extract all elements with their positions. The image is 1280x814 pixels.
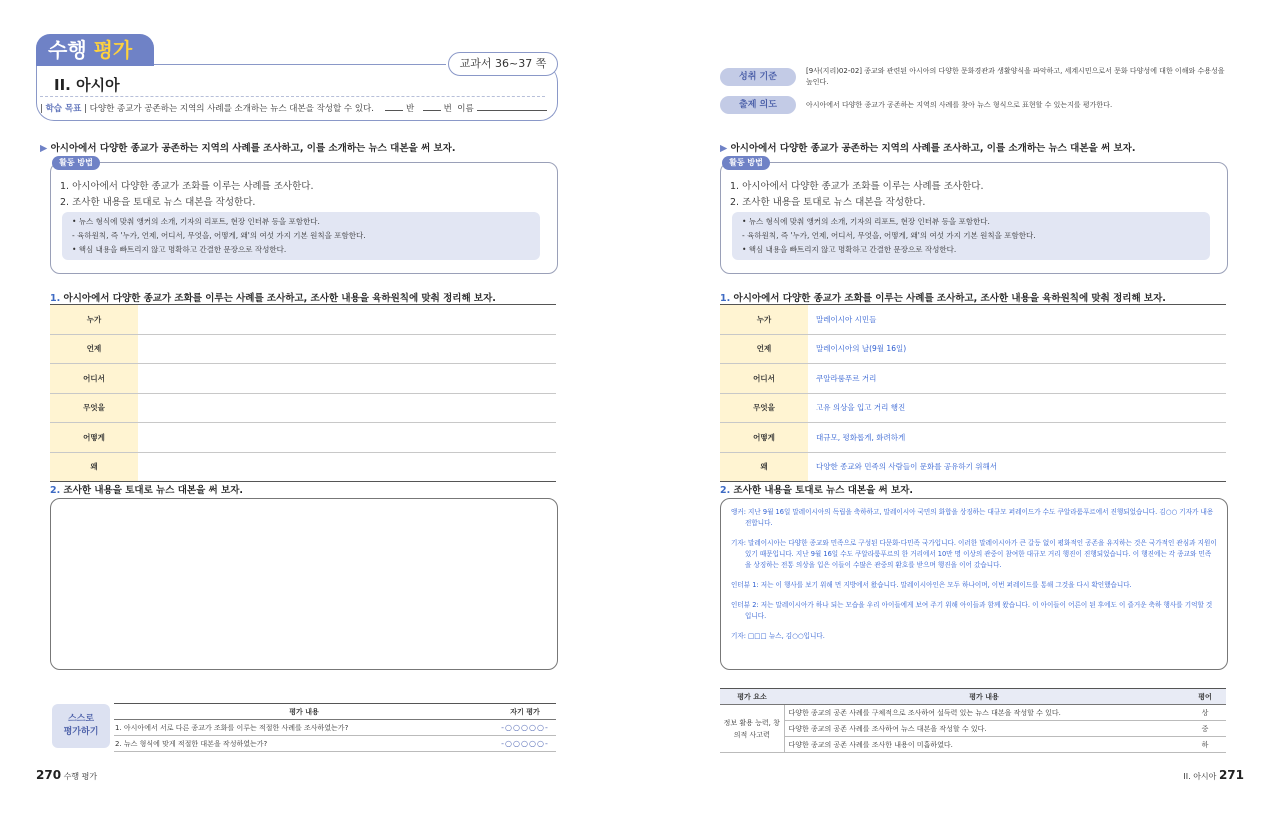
row-key: 누가 xyxy=(50,305,138,335)
row-key: 무엇을 xyxy=(720,393,808,423)
rubric-grade: 하 xyxy=(1184,737,1226,753)
col-header: 자기 평가 xyxy=(494,704,556,720)
table-row xyxy=(114,736,556,752)
footer-label: II. 아시아 xyxy=(1183,772,1217,781)
main-question-text: 아시아에서 다양한 종교가 공존하는 지역의 사례를 조사하고, 이를 소개하는 뉴스 대본을 써 보자. xyxy=(730,143,1136,154)
intent-label: 출제 의도 xyxy=(720,96,796,114)
section-1-num: 1. xyxy=(720,293,731,304)
achievement-standard xyxy=(720,66,1226,88)
main-question: ▶ 아시아에서 다양한 종교가 공존하는 지역의 사례를 조사하고, 이를 소개하는 뉴스 대본을 써 보자. xyxy=(40,143,456,154)
table-row xyxy=(720,737,1226,753)
row-key: 어디서 xyxy=(720,364,808,394)
table-row xyxy=(720,423,1226,453)
method-note: - 육하원칙, 즉 '누가, 언제, 어디서, 무엇을, 어떻게, 왜'의 여섯 가지 기본 원칙을 포함한다. xyxy=(72,231,366,240)
method-note: - 육하원칙, 즉 '누가, 언제, 어디서, 무엇을, 어떻게, 왜'의 여섯 가지 기본 원칙을 포함한다. xyxy=(742,231,1036,240)
answer-cell[interactable] xyxy=(138,423,556,453)
script-paragraph: 기자: 말레이시아는 다양한 종교와 민족으로 구성된 다문화·다민족 국가입니다. 이러한 말레이시아가 큰 갈등 없이 평화적인 공존을 유지하는 것은 국가적인 관심과 지원이 있기 때문입니다. 지난 9월 16일 수도 쿠알라룸푸르의 한 거리에서 10만 명 이상의 관중이 참여한 대규모 거리 행진이 진행되었습니다. 이 행진에는 각 종교와 민족을 상징하는 전통 의상을 입은 이들이 수많은 관중의 환호를 받으며 행진을 이어 갔습니다. xyxy=(731,539,1217,569)
section-2-text: 조사한 내용을 토대로 뉴스 대본을 써 보자. xyxy=(63,485,244,496)
row-key: 왜 xyxy=(720,452,808,482)
row-key: 왜 xyxy=(50,452,138,482)
rubric-item: 다양한 종교의 공존 사례를 조사한 내용이 미흡하였다. xyxy=(784,737,1184,753)
table-row xyxy=(50,423,556,453)
script-answer-box xyxy=(720,498,1228,670)
page-number: 270 xyxy=(36,768,62,782)
row-key: 누가 xyxy=(720,305,808,335)
rubric-grade: 중 xyxy=(1184,721,1226,737)
method-step-2: 2. 조사한 내용을 토대로 뉴스 대본을 작성한다. xyxy=(730,197,926,208)
footer-right xyxy=(1183,768,1244,782)
table-row xyxy=(720,334,1226,364)
method-label: 활동 방법 xyxy=(52,156,100,170)
row-key: 언제 xyxy=(720,334,808,364)
standard-text: [9사(지리)02-02] 종교와 관련된 아시아의 다양한 문화경관과 생활양식을 파악하고, 세계시민으로서 문화 다양성에 대한 이해와 수용성을 높인다. xyxy=(806,67,1225,86)
section-2-num: 2. xyxy=(50,485,61,496)
row-key: 무엇을 xyxy=(50,393,138,423)
rubric-grade: 상 xyxy=(1184,705,1226,721)
method-label: 활동 방법 xyxy=(722,156,770,170)
section-1-num: 1. xyxy=(50,293,61,304)
script-paragraph: 인터뷰 2: 저는 말레이시아가 하나 되는 모습을 우리 아이들에게 보여 주기 위해 아이들과 함께 왔습니다. 이 아이들이 어른이 된 후에도 이 즐거운 축하 행사를 기억할 것입니다. xyxy=(731,601,1213,620)
table-row xyxy=(720,364,1226,394)
method-notes xyxy=(732,212,1210,260)
table-row xyxy=(50,334,556,364)
answer-cell[interactable] xyxy=(138,393,556,423)
row-key: 어떻게 xyxy=(720,423,808,453)
section-1-text: 아시아에서 다양한 종교가 조화를 이루는 사례를 조사하고, 조사한 내용을 육하원칙에 맞춰 정리해 보자. xyxy=(733,293,1166,304)
intent-text: 아시아에서 다양한 종교가 공존하는 지역의 사례를 찾아 뉴스 형식으로 표현할 수 있는지를 평가한다. xyxy=(806,100,1113,109)
five-w-table xyxy=(50,304,556,482)
script-answer-box[interactable] xyxy=(50,498,558,670)
row-key: 언제 xyxy=(50,334,138,364)
self-eval-label-2: 평가하기 xyxy=(63,727,99,737)
section-2-num: 2. xyxy=(720,485,731,496)
script-paragraph: 앵커: 지난 9월 16일 말레이시아의 독립을 축하하고, 말레이시아 국민의 화합을 상징하는 대규모 퍼레이드가 수도 쿠알라룸푸르에서 진행되었습니다. 김○○ 기자가 내용 전합니다. xyxy=(731,508,1214,527)
rating-circles[interactable]: -○○○○○- xyxy=(494,736,556,752)
table-row xyxy=(720,705,1226,721)
answer-cell: 다양한 종교와 민족의 사람들이 문화를 공유하기 위해서 xyxy=(808,452,1226,482)
table-row xyxy=(50,393,556,423)
table-row xyxy=(720,721,1226,737)
section-2-title xyxy=(720,482,913,496)
table-row xyxy=(114,720,556,736)
assessment-intent xyxy=(720,96,1226,114)
script-paragraph: 인터뷰 1: 저는 이 행사를 보기 위해 먼 지방에서 왔습니다. 말레이시아인은 모두 하나이며, 이번 퍼레이드를 통해 그것을 다시 확인했습니다. xyxy=(731,581,1132,589)
answer-cell[interactable] xyxy=(138,364,556,394)
section-2-title xyxy=(50,482,243,496)
answer-cell: 쿠알라룸푸르 거리 xyxy=(808,364,1226,394)
right-page xyxy=(640,0,1280,814)
footer-left xyxy=(36,768,97,782)
name-label: 이름 xyxy=(457,104,474,114)
table-row xyxy=(50,364,556,394)
col-header: 평가 요소 xyxy=(720,689,784,705)
page-number: 271 xyxy=(1218,768,1244,782)
table-row xyxy=(50,305,556,335)
rubric-element: 정보 활용 능력, 창의적 사고력 xyxy=(720,705,784,753)
method-note: • 뉴스 형식에 맞춰 앵커의 소개, 기자의 리포트, 현장 인터뷰 등을 포함한다. xyxy=(72,217,320,226)
section-tab xyxy=(36,34,154,66)
col-header: 평가 내용 xyxy=(114,704,494,720)
method-notes xyxy=(62,212,540,260)
rating-circles[interactable]: -○○○○○- xyxy=(494,720,556,736)
rubric-item: 다양한 종교의 공존 사례를 조사하여 뉴스 대본을 작성할 수 있다. xyxy=(784,721,1184,737)
textbook-pages-badge: 교과서 36~37 쪽 xyxy=(448,52,558,76)
learning-goal: | 학습 목표 | 다양한 종교가 공존하는 지역의 사례를 소개하는 뉴스 대본을 작성할 수 있다. 반 번 이름 xyxy=(40,102,560,114)
divider xyxy=(40,96,545,97)
col-header: 평어 xyxy=(1184,689,1226,705)
rubric-table xyxy=(720,688,1226,753)
method-note: • 핵심 내용을 빠트리지 않고 명확하고 간결한 문장으로 작성한다. xyxy=(742,245,957,254)
main-question-text: 아시아에서 다양한 종교가 공존하는 지역의 사례를 조사하고, 이를 소개하는 뉴스 대본을 써 보자. xyxy=(50,143,456,154)
unit-title: II. 아시아 xyxy=(54,76,120,94)
goal-text: 다양한 종교가 공존하는 지역의 사례를 소개하는 뉴스 대본을 작성할 수 있다. xyxy=(89,104,374,114)
name-blank[interactable] xyxy=(477,110,547,111)
table-row xyxy=(50,452,556,482)
method-note: • 핵심 내용을 빠트리지 않고 명확하고 간결한 문장으로 작성한다. xyxy=(72,245,287,254)
main-question: ▶ 아시아에서 다양한 종교가 공존하는 지역의 사례를 조사하고, 이를 소개하는 뉴스 대본을 써 보자. xyxy=(720,143,1136,154)
method-step-1: 1. 아시아에서 다양한 종교가 조화를 이루는 사례를 조사한다. xyxy=(60,181,314,192)
section-2-text: 조사한 내용을 토대로 뉴스 대본을 써 보자. xyxy=(733,485,914,496)
section-1-title xyxy=(50,290,496,304)
class-blank[interactable] xyxy=(385,110,403,111)
footer-label: 수행 평가 xyxy=(63,772,98,781)
self-eval-label-1: 스스로 xyxy=(67,714,95,724)
goal-label: 학습 목표 xyxy=(45,104,82,114)
method-step-2: 2. 조사한 내용을 토대로 뉴스 대본을 작성한다. xyxy=(60,197,256,208)
class-label: 반 xyxy=(406,104,415,114)
table-row xyxy=(720,452,1226,482)
answer-cell: 말레이시아 시민들 xyxy=(808,305,1226,335)
self-eval-label xyxy=(52,704,110,748)
eval-item: 2. 뉴스 형식에 맞게 적절한 대본을 작성하였는가? xyxy=(114,736,494,752)
answer-cell[interactable] xyxy=(138,305,556,335)
rubric-item: 다양한 종교의 공존 사례를 구체적으로 조사하여 설득력 있는 뉴스 대본을 작성할 수 있다. xyxy=(784,705,1184,721)
tab-label-2: 평가 xyxy=(93,38,133,62)
tab-label-1: 수행 xyxy=(48,38,87,62)
eval-item: 1. 아시아에서 서로 다른 종교가 조화를 이루는 적절한 사례를 조사하였는가? xyxy=(114,720,494,736)
answer-cell: 대규모, 평화롭게, 화려하게 xyxy=(808,423,1226,453)
five-w-table xyxy=(720,304,1226,482)
section-1-text: 아시아에서 다양한 종교가 조화를 이루는 사례를 조사하고, 조사한 내용을 육하원칙에 맞춰 정리해 보자. xyxy=(63,293,496,304)
news-script xyxy=(721,499,1227,659)
col-header: 평가 내용 xyxy=(784,689,1184,705)
table-row xyxy=(720,393,1226,423)
self-eval-table xyxy=(114,703,556,752)
row-key: 어디서 xyxy=(50,364,138,394)
standard-label: 성취 기준 xyxy=(720,68,796,86)
answer-cell[interactable] xyxy=(138,452,556,482)
number-label: 번 xyxy=(443,104,452,114)
number-blank[interactable] xyxy=(423,110,441,111)
answer-cell[interactable] xyxy=(138,334,556,364)
method-note: • 뉴스 형식에 맞춰 앵커의 소개, 기자의 리포트, 현장 인터뷰 등을 포함한다. xyxy=(742,217,990,226)
section-1-title xyxy=(720,290,1166,304)
table-row xyxy=(720,305,1226,335)
answer-cell: 말레이시아의 날(9월 16일) xyxy=(808,334,1226,364)
script-paragraph: 기자: □□□ 뉴스, 김○○입니다. xyxy=(731,632,825,640)
row-key: 어떻게 xyxy=(50,423,138,453)
method-step-1: 1. 아시아에서 다양한 종교가 조화를 이루는 사례를 조사한다. xyxy=(730,181,984,192)
answer-cell: 고유 의상을 입고 거리 행진 xyxy=(808,393,1226,423)
